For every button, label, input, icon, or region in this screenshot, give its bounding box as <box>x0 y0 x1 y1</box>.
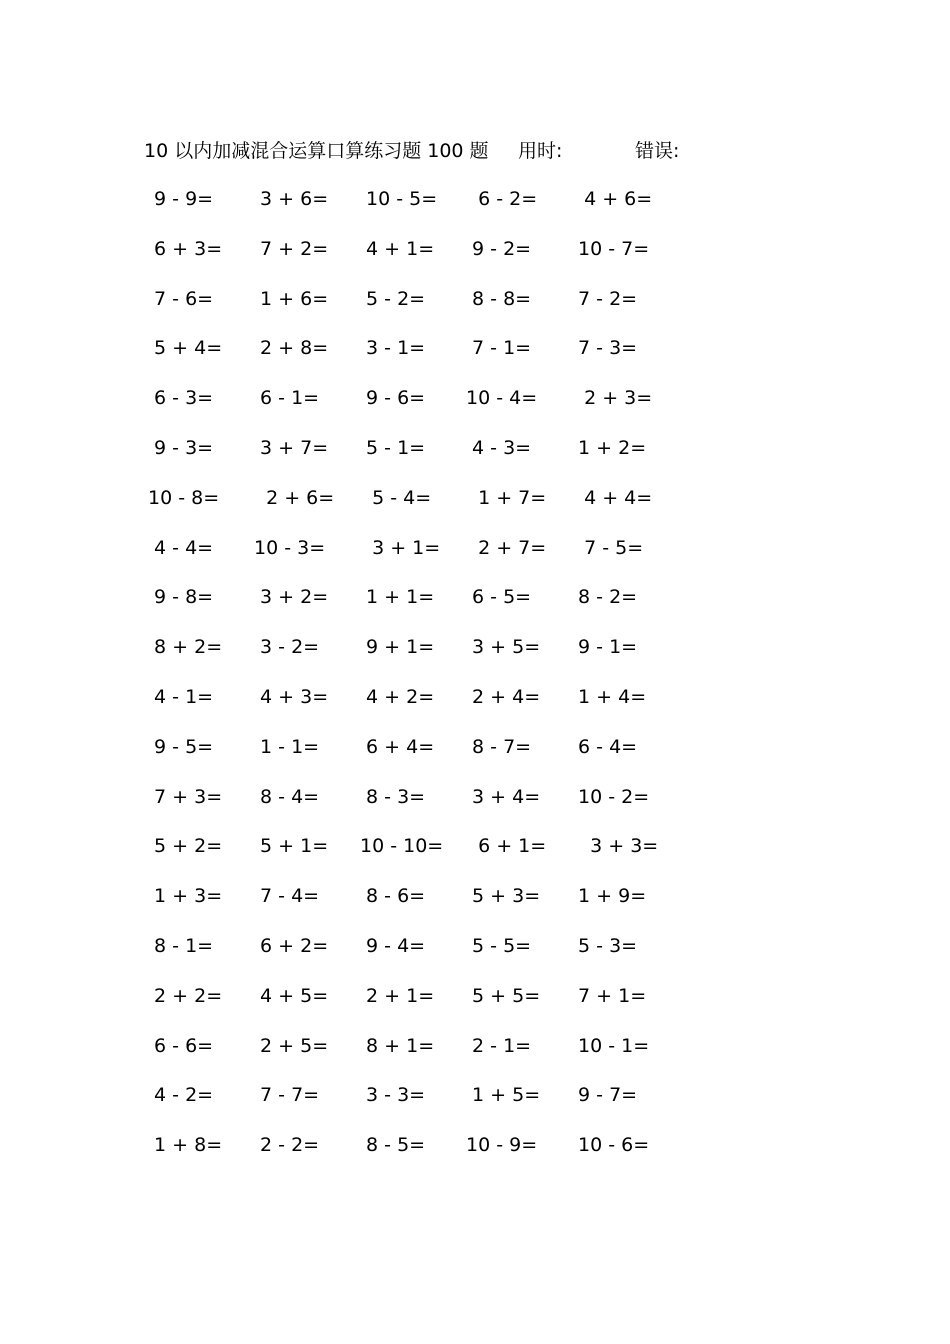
problem-row <box>148 384 688 434</box>
problem-row <box>148 1131 688 1181</box>
time-used-label: 用时: <box>518 140 563 162</box>
problem-item: 6 + 4= <box>360 735 435 758</box>
problem-item: 4 - 2= <box>148 1084 214 1107</box>
problem-item: 4 + 1= <box>360 237 435 260</box>
problem-item: 4 + 5= <box>254 984 329 1007</box>
problem-item: 6 + 3= <box>148 237 223 260</box>
worksheet-title: 10 以内加减混合运算口算练习题 100 题 <box>144 140 489 162</box>
problem-item: 8 + 2= <box>148 636 223 659</box>
problem-item: 9 - 2= <box>466 237 532 260</box>
problem-item: 3 + 1= <box>360 536 441 559</box>
problem-item: 7 - 3= <box>572 337 638 360</box>
problem-item: 8 - 5= <box>360 1134 426 1157</box>
problem-item: 9 - 7= <box>572 1084 638 1107</box>
problem-item: 9 - 3= <box>148 436 214 459</box>
problem-row <box>148 434 688 484</box>
problem-row <box>148 633 688 683</box>
problem-item: 5 + 3= <box>466 885 541 908</box>
errors-label: 错误: <box>635 140 680 162</box>
problem-item: 6 - 1= <box>254 387 320 410</box>
problem-item: 4 - 4= <box>148 536 214 559</box>
problem-item: 5 + 1= <box>254 835 329 858</box>
problem-item: 10 - 10= <box>360 835 444 858</box>
problem-item: 1 + 6= <box>254 287 329 310</box>
problem-item: 1 + 8= <box>148 1134 223 1157</box>
problem-item: 7 - 7= <box>254 1084 320 1107</box>
problem-item: 10 - 5= <box>360 188 438 210</box>
problem-item: 3 + 5= <box>466 636 541 659</box>
problem-item: 5 - 1= <box>360 436 426 459</box>
problem-row <box>148 683 688 733</box>
problem-item: 8 - 7= <box>466 735 532 758</box>
problem-item: 5 - 3= <box>572 934 638 957</box>
problem-item: 7 - 5= <box>572 536 644 559</box>
problem-item: 5 - 4= <box>360 486 432 509</box>
problem-item: 9 + 1= <box>360 636 435 659</box>
problem-item: 2 + 8= <box>254 337 329 360</box>
problem-item: 10 - 1= <box>572 1034 650 1057</box>
problem-row <box>148 185 688 235</box>
problem-row <box>148 882 688 932</box>
problem-row <box>148 1032 688 1082</box>
problem-item: 3 - 3= <box>360 1084 426 1107</box>
problem-item: 4 + 6= <box>572 188 653 210</box>
problem-item: 8 - 2= <box>572 586 638 609</box>
problem-item: 4 + 3= <box>254 685 329 708</box>
problem-item: 5 - 5= <box>466 934 532 957</box>
problem-item: 7 - 2= <box>572 287 638 310</box>
problem-item: 8 + 1= <box>360 1034 435 1057</box>
problem-item: 9 - 5= <box>148 735 214 758</box>
problem-item: 10 - 2= <box>572 785 650 808</box>
problem-item: 2 + 1= <box>360 984 435 1007</box>
problem-item: 1 + 1= <box>360 586 435 609</box>
problem-item: 1 + 7= <box>466 486 547 509</box>
problem-row <box>148 1081 688 1131</box>
problem-item: 8 - 1= <box>148 934 214 957</box>
problem-item: 9 - 9= <box>148 188 214 210</box>
problem-item: 1 + 5= <box>466 1084 541 1107</box>
problem-row <box>148 583 688 633</box>
problem-item: 6 - 6= <box>148 1034 214 1057</box>
problem-item: 2 + 4= <box>466 685 541 708</box>
problem-item: 5 + 5= <box>466 984 541 1007</box>
problem-row <box>148 733 688 783</box>
problem-item: 10 - 8= <box>148 486 220 509</box>
problem-item: 10 - 7= <box>572 237 650 260</box>
problem-item: 3 + 6= <box>254 188 329 210</box>
problem-item: 10 - 6= <box>572 1134 650 1157</box>
problem-item: 2 - 1= <box>466 1034 532 1057</box>
problem-item: 1 + 2= <box>572 436 647 459</box>
problem-item: 7 + 2= <box>254 237 329 260</box>
problem-row <box>148 534 688 584</box>
problem-grid <box>148 185 688 1181</box>
problem-item: 7 - 1= <box>466 337 532 360</box>
problem-item: 8 - 6= <box>360 885 426 908</box>
problem-item: 10 - 9= <box>466 1134 538 1157</box>
problem-row <box>148 334 688 384</box>
problem-item: 1 + 9= <box>572 885 647 908</box>
problem-item: 5 + 2= <box>148 835 223 858</box>
problem-item: 8 - 4= <box>254 785 320 808</box>
problem-item: 4 + 4= <box>572 486 653 509</box>
problem-item: 2 + 7= <box>466 536 547 559</box>
problem-item: 3 - 2= <box>254 636 320 659</box>
problem-row <box>148 235 688 285</box>
problem-item: 7 + 3= <box>148 785 223 808</box>
problem-item: 4 + 2= <box>360 685 435 708</box>
problem-item: 4 - 3= <box>466 436 532 459</box>
problem-item: 9 - 1= <box>572 636 638 659</box>
problem-row <box>148 982 688 1032</box>
problem-item: 8 - 3= <box>360 785 426 808</box>
problem-item: 1 - 1= <box>254 735 320 758</box>
problem-item: 2 + 5= <box>254 1034 329 1057</box>
problem-item: 6 - 2= <box>466 188 538 210</box>
problem-item: 9 - 8= <box>148 586 214 609</box>
problem-item: 2 + 6= <box>254 486 335 509</box>
problem-item: 2 + 2= <box>148 984 223 1007</box>
problem-item: 7 - 6= <box>148 287 214 310</box>
problem-item: 9 - 4= <box>360 934 426 957</box>
problem-item: 7 + 1= <box>572 984 647 1007</box>
problem-row <box>148 932 688 982</box>
problem-item: 6 - 5= <box>466 586 532 609</box>
problem-item: 10 - 3= <box>254 536 326 559</box>
problem-item: 6 + 1= <box>466 835 547 858</box>
problem-item: 2 - 2= <box>254 1134 320 1157</box>
problem-item: 2 + 3= <box>572 387 653 410</box>
problem-item: 7 - 4= <box>254 885 320 908</box>
problem-item: 3 + 2= <box>254 586 329 609</box>
problem-item: 1 + 4= <box>572 685 647 708</box>
problem-item: 6 + 2= <box>254 934 329 957</box>
problem-row <box>148 783 688 833</box>
problem-item: 6 - 4= <box>572 735 638 758</box>
problem-item: 3 - 1= <box>360 337 426 360</box>
problem-item: 6 - 3= <box>148 387 214 410</box>
problem-item: 8 - 8= <box>466 287 532 310</box>
problem-item: 1 + 3= <box>148 885 223 908</box>
problem-item: 3 + 4= <box>466 785 541 808</box>
problem-row <box>148 832 688 882</box>
problem-row <box>148 285 688 335</box>
problem-item: 4 - 1= <box>148 685 214 708</box>
problem-item: 3 + 3= <box>572 835 659 858</box>
problem-item: 5 + 4= <box>148 337 223 360</box>
problem-item: 9 - 6= <box>360 387 426 410</box>
problem-item: 3 + 7= <box>254 436 329 459</box>
problem-item: 10 - 4= <box>466 387 538 410</box>
problem-item: 5 - 2= <box>360 287 426 310</box>
problem-row <box>148 484 688 534</box>
